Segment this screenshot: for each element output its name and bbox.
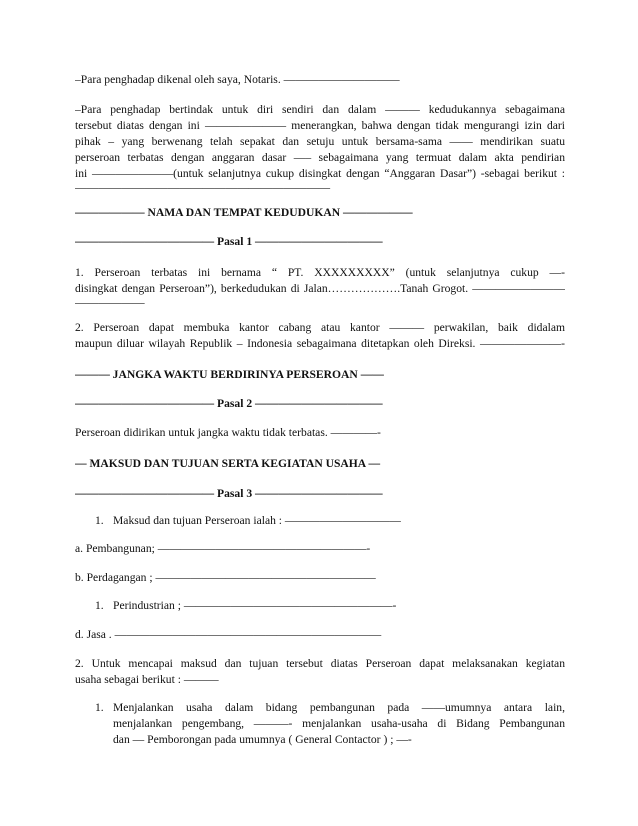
kegiatan-usaha-item-1-line-1 bbox=[95, 700, 565, 716]
pasal-3-item-c-text: Perindustrian ; ——————————————————- bbox=[113, 599, 397, 612]
heading-pasal-2: ———————————— Pasal 2 ——————————— bbox=[75, 397, 383, 410]
heading-nama-tempat-kedudukan: —————— NAMA DAN TEMPAT KEDUDUKAN —————— bbox=[75, 206, 413, 219]
para-penghadap-bertindak-line-2: tersebut diatas dengan ini ——————— menerangkan, bahwa dengan tidak mengurangi izin dari bbox=[75, 119, 565, 132]
pasal-3-item-b: b. Perdagangan ; ——————————————————— bbox=[75, 571, 376, 584]
list-number: 1. bbox=[95, 599, 104, 612]
para-penghadap-bertindak-line-5: ini ———————(untuk selanjutnya cukup disingkat dengan “Anggaran Dasar”) -sebagai berikut : bbox=[75, 167, 565, 180]
pasal-3-item-c bbox=[95, 598, 565, 614]
pasal-3-item-d: d. Jasa . ——————————————————————— bbox=[75, 628, 382, 641]
separator-line: —————————————————————— bbox=[75, 181, 331, 194]
kegiatan-usaha-item-1-line-2: menjalankan pengembang, ———- menjalankan usaha-usaha di Bidang Pembangunan bbox=[113, 717, 565, 730]
pasal-1-item-1-line-3: —————— bbox=[75, 296, 145, 309]
para-penghadap-bertindak-line-3: pihak – yang berwenang telah sepakat dan setuju untuk bersama-sama —— mendirikan suatu bbox=[75, 135, 565, 148]
heading-pasal-1: ———————————— Pasal 1 ——————————— bbox=[75, 235, 383, 248]
para-penghadap-bertindak-line-1: –Para penghadap bertindak untuk diri sendiri dan dalam ——— kedudukannya sebagaimana bbox=[75, 103, 565, 116]
kegiatan-usaha-item-1-line-1-text: Menjalankan usaha dalam bidang pembangunan pada ——umumnya antara lain, bbox=[113, 701, 565, 714]
para-penghadap-dikenal: –Para penghadap dikenal oleh saya, Notaris. —————————— bbox=[75, 73, 400, 86]
heading-pasal-3: ———————————— Pasal 3 ——————————— bbox=[75, 487, 383, 500]
pasal-3-item-a: a. Pembangunan; ——————————————————- bbox=[75, 542, 371, 555]
pasal-1-item-2-line-1: 2. Perseroan dapat membuka kantor cabang atau kantor ——— perwakilan, baik didalam bbox=[75, 321, 565, 334]
list-number: 1. bbox=[95, 701, 104, 714]
pasal-1-item-1-line-2: disingkat dengan Perseroan”), berkedudukan di Jalan……………….Tanah Grogot. ———————— bbox=[75, 282, 565, 295]
pasal-3-item-2-line-2: usaha sebagai berikut : ——— bbox=[75, 673, 219, 686]
pasal-3-item-1 bbox=[95, 513, 565, 529]
kegiatan-usaha-item-1-line-3: dan — Pemborongan pada umumnya ( General Contactor ) ; —- bbox=[113, 733, 412, 746]
pasal-3-item-1-text: Maksud dan tujuan Perseroan ialah : —————————— bbox=[113, 514, 401, 527]
para-penghadap-bertindak-line-4: perseroan terbatas dengan anggaran dasar —– sebagaimana yang termuat dalam akta pendirian bbox=[75, 151, 565, 164]
pasal-3-item-2-line-1: 2. Untuk mencapai maksud dan tujuan tersebut diatas Perseroan dapat melaksanakan kegiatan bbox=[75, 657, 565, 670]
heading-maksud-tujuan: — MAKSUD DAN TUJUAN SERTA KEGIATAN USAHA — bbox=[75, 457, 381, 470]
pasal-2-text: Perseroan didirikan untuk jangka waktu tidak terbatas. ————- bbox=[75, 426, 381, 439]
pasal-1-item-1-line-1: 1. Perseroan terbatas ini bernama “ PT. XXXXXXXXX” (untuk selanjutnya cukup —- bbox=[75, 266, 565, 279]
pasal-1-item-2-line-2: maupun diluar wilayah Republik – Indonesia sebagaimana ditetapkan oleh Direksi. ———————- bbox=[75, 337, 565, 350]
heading-jangka-waktu: ——— JANGKA WAKTU BERDIRINYA PERSEROAN —— bbox=[75, 368, 384, 381]
list-number: 1. bbox=[95, 514, 104, 527]
